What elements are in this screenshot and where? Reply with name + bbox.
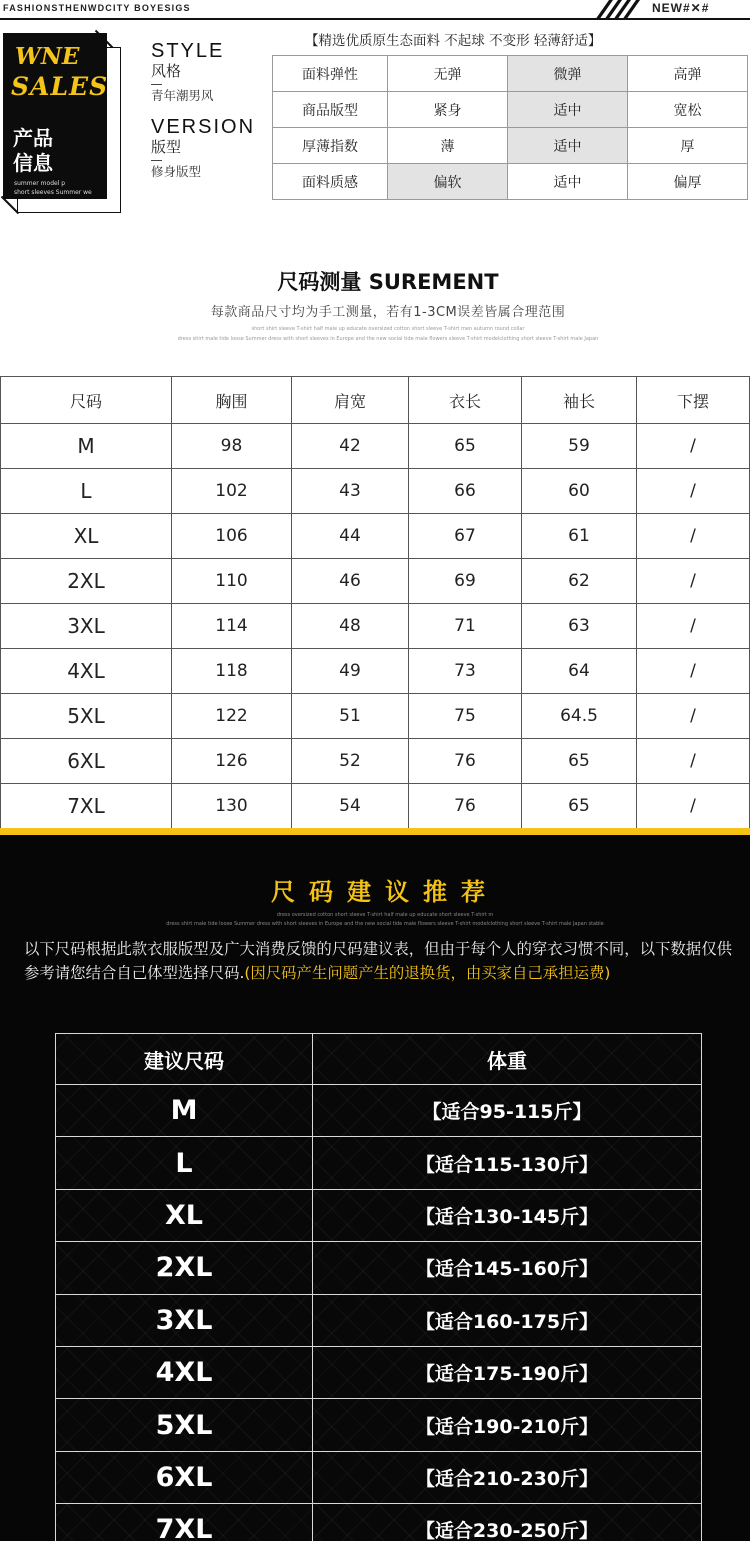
shoulder-cell: 46 [292,559,409,604]
size-recommendation-table [55,1033,702,1541]
sleeve-cell: 61 [522,514,637,559]
measurement-title: 尺码测量 SUREMENT [277,270,499,294]
sleeve-cell: 64.5 [522,694,637,739]
weight-cell: 【适合95-115斤】 [313,1085,702,1137]
length-cell: 75 [409,694,522,739]
style-value: 青年潮男风 [151,88,214,103]
hem-cell: / [637,604,750,649]
weight-cell: 【适合175-190斤】 [313,1346,702,1398]
shoulder-cell: 42 [292,424,409,469]
table-row [56,1399,702,1451]
style-version-block [151,40,261,180]
sleeve-cell: 63 [522,604,637,649]
attribute-option-selected: 适中 [508,128,628,164]
length-cell: 76 [409,784,522,829]
weight-cell: 【适合230-250斤】 [313,1504,702,1541]
sleeve-cell: 62 [522,559,637,604]
attribute-label: 商品版型 [273,92,388,128]
length-cell: 66 [409,469,522,514]
new-tag: NEW#✕# [652,1,710,15]
attribute-option-selected: 微弹 [508,56,628,92]
chest-cell: 122 [172,694,292,739]
attribute-label: 厚薄指数 [273,128,388,164]
column-header: 下摆 [637,377,750,424]
table-row [1,694,750,739]
product-info-title-2: 信息 [13,151,53,175]
attribute-option: 厚 [628,128,748,164]
size-cell: 3XL [1,604,172,649]
shoulder-cell: 49 [292,649,409,694]
divider [151,160,162,161]
hem-cell: / [637,739,750,784]
column-header: 建议尺码 [56,1034,313,1085]
chest-cell: 130 [172,784,292,829]
hem-cell: / [637,424,750,469]
attribute-option: 紧身 [388,92,508,128]
column-header: 袖长 [522,377,637,424]
hem-cell: / [637,784,750,829]
version-value: 修身版型 [151,164,202,179]
chest-cell: 106 [172,514,292,559]
measurement-subtitle: 每款商品尺寸均为手工测量，若有1-3CM误差皆属合理范围 [210,305,566,320]
divider [151,84,162,85]
hem-cell: / [637,694,750,739]
product-info-box [3,33,123,215]
chest-cell: 118 [172,649,292,694]
size-cell: 2XL [56,1242,313,1294]
column-header: 尺码 [1,377,172,424]
fine-print: dress oversized cotton short sleeve T-shirt half male up educate short sleeve T-shirt m [276,912,494,918]
size-cell: 7XL [56,1504,313,1541]
description-text: 以下尺码根据此款衣服版型及广大消费反馈的尺码建议表，但由于每个人的穿衣习惯不同，以下数据仅供参考请您结合自己体型选择尺码. [24,940,732,982]
column-header: 肩宽 [292,377,409,424]
shoulder-cell: 52 [292,739,409,784]
table-row [56,1137,702,1189]
table-row [273,164,748,200]
chest-cell: 126 [172,739,292,784]
shoulder-cell: 48 [292,604,409,649]
table-row [1,559,750,604]
table-row [273,92,748,128]
stripes-decoration [596,0,640,18]
brand-tagline: FASHIONSTHENWDCITY BOYESIGS [3,3,191,13]
size-cell: 2XL [1,559,172,604]
recommendation-description [24,937,739,985]
hem-cell: / [637,469,750,514]
length-cell: 71 [409,604,522,649]
table-row [1,739,750,784]
fine-print: short shirt sleeve T-shirt half male up educate oversized cotton short sleeve T-shirt men autumn round collar [251,326,525,332]
sleeve-cell: 65 [522,739,637,784]
column-header: 体重 [313,1034,702,1085]
table-header-row [56,1034,702,1085]
hem-cell: / [637,649,750,694]
hem-cell: / [637,514,750,559]
size-cell: 5XL [56,1399,313,1451]
table-row [1,514,750,559]
attribute-option: 无弹 [388,56,508,92]
sleeve-cell: 65 [522,784,637,829]
recommendation-title: 尺码建议推荐 [271,878,499,906]
table-row [56,1085,702,1137]
length-cell: 67 [409,514,522,559]
table-row [1,604,750,649]
table-row [1,424,750,469]
shoulder-cell: 54 [292,784,409,829]
table-row [56,1242,702,1294]
table-row [1,649,750,694]
size-cell: 3XL [56,1294,313,1346]
table-row [56,1189,702,1241]
sleeve-cell: 60 [522,469,637,514]
attribute-label: 面料弹性 [273,56,388,92]
style-heading-cn: 风格 [151,62,182,80]
column-header: 胸围 [172,377,292,424]
fine-print: dress shirt male tide loose Summer dress with short sleeves in Europe and the new social tide male flowers sleeve T-shirt modelclothing short sleeve T-shirt male Japan stable [166,921,604,927]
length-cell: 69 [409,559,522,604]
chest-cell: 114 [172,604,292,649]
size-cell: 4XL [1,649,172,694]
attribute-option-selected: 偏软 [388,164,508,200]
chest-cell: 98 [172,424,292,469]
sleeve-cell: 64 [522,649,637,694]
attribute-option: 适中 [508,164,628,200]
length-cell: 73 [409,649,522,694]
size-cell: 5XL [1,694,172,739]
attribute-option: 高弹 [628,56,748,92]
table-row [1,784,750,829]
column-header: 衣长 [409,377,522,424]
fabric-quality-title: 【精选优质原生态面料 不起球 不变形 轻薄舒适】 [305,33,602,49]
weight-cell: 【适合160-175斤】 [313,1294,702,1346]
size-cell: XL [56,1189,313,1241]
chest-cell: 110 [172,559,292,604]
weight-cell: 【适合190-210斤】 [313,1399,702,1451]
weight-cell: 【适合210-230斤】 [313,1451,702,1503]
shoulder-cell: 44 [292,514,409,559]
box-panel [3,33,107,199]
weight-cell: 【适合145-160斤】 [313,1242,702,1294]
logo-sales: SALES [11,72,109,101]
table-row [56,1451,702,1503]
table-row [273,56,748,92]
section-divider [0,828,750,835]
attribute-option-selected: 适中 [508,92,628,128]
length-cell: 65 [409,424,522,469]
logo-wne: WNE [15,43,80,70]
table-row [56,1346,702,1398]
table-row [56,1294,702,1346]
top-strip [0,0,750,18]
version-heading-cn: 版型 [151,138,182,156]
version-heading: VERSION [151,116,256,138]
table-header-row [1,377,750,424]
size-cell: 4XL [56,1346,313,1398]
top-divider [0,18,750,20]
hem-cell: / [637,559,750,604]
size-cell: M [1,424,172,469]
size-cell: L [56,1137,313,1189]
size-cell: L [1,469,172,514]
attribute-label: 面料质感 [273,164,388,200]
table-row [56,1504,702,1541]
chest-cell: 102 [172,469,292,514]
fine-print: summer model p [14,180,66,187]
shoulder-cell: 51 [292,694,409,739]
size-cell: XL [1,514,172,559]
fine-print: short sleeves Summer we [14,189,92,196]
fine-print: dress shirt male tide loose Summer dress with short sleeves in Europe and the new social tide male flowers sleeve T-shirt modelclothing short sleeve T-shirt male Japan [177,336,599,342]
return-policy-note: (因尺码产生问题产生的退换货，由买家自己承担运费) [244,964,611,982]
size-cell: 6XL [56,1451,313,1503]
attribute-option: 薄 [388,128,508,164]
product-info-title-1: 产品 [13,126,53,150]
attribute-option: 偏厚 [628,164,748,200]
weight-cell: 【适合115-130斤】 [313,1137,702,1189]
fabric-attributes-table [272,55,748,200]
size-measurement-table [0,376,750,829]
sleeve-cell: 59 [522,424,637,469]
size-cell: 7XL [1,784,172,829]
table-row [273,128,748,164]
table-row [1,469,750,514]
size-cell: M [56,1085,313,1137]
size-cell: 6XL [1,739,172,784]
weight-cell: 【适合130-145斤】 [313,1189,702,1241]
attribute-option: 宽松 [628,92,748,128]
style-heading: STYLE [151,40,225,62]
length-cell: 76 [409,739,522,784]
shoulder-cell: 43 [292,469,409,514]
